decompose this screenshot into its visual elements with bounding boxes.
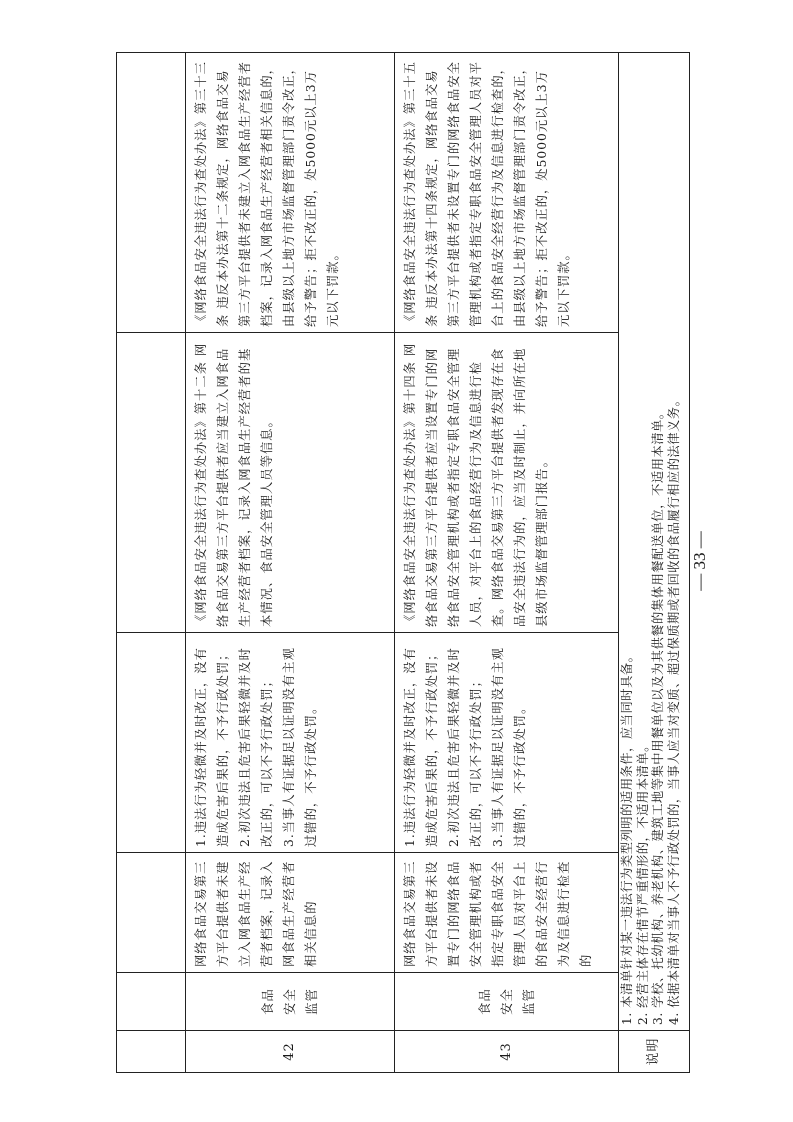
- notes-row: [619, 53, 690, 1073]
- row-number: 42: [186, 1031, 395, 1073]
- exemption-conditions-cell: 1.违法行为轻微并及时改正，没有造成危害后果的，不予行政处罚； 2.初次违法且危害后果轻微并及时改正的，可以不予行政处罚； 3.当事人有证据足以证明没有主观过错的，不予行政处罚。: [186, 633, 395, 853]
- department-cell: 食品安全监管: [186, 973, 395, 1031]
- penalty-exemption-table: [116, 52, 690, 1073]
- continued-cell: [117, 853, 186, 973]
- continued-cell: [117, 973, 186, 1031]
- table-row: [395, 53, 619, 1073]
- continued-cell: [117, 333, 186, 633]
- note-line: 4. 依据本清单对当事人不予行政处罚的，当事人应当对变质、超过保质期或者回收的食品履行相应的法律义务。: [666, 393, 681, 1025]
- note-line: 2. 经营主体存在情节严重情形的，不适用本清单。: [635, 739, 650, 1025]
- violation-behavior-cell: 网络食品交易第三方平台提供者未建立入网食品生产经营者档案，记录入网食品生产经营者相关信息的: [186, 853, 395, 973]
- table-row: [186, 53, 395, 1073]
- page-number: — 33 —: [690, 531, 709, 591]
- continued-cell: [117, 53, 186, 333]
- department-cell: 食品安全监管: [395, 973, 619, 1031]
- violation-behavior-cell: 网络食品交易第三方平台提供者未设置专门的网络食品安全管理机构或者指定专职食品安全管理人员对平台上的食品安全经营行为及信息进行检查的: [395, 853, 619, 973]
- note-line: 1. 本清单针对某一违法行为类型列明的适用条件，应当同时具备。: [620, 649, 634, 1025]
- note-line: 3. 学校、托幼机构、养老机构、建筑工地等集中用餐单位以及为其供餐的集体用餐配送单位，不适用本清单。: [651, 406, 665, 1025]
- penalty-basis-cell: 《网络食品安全违法行为查处办法》第三十三条 违反本办法第十二条规定，网络食品交易第三方平台提供者未建立入网食品生产经营者档案，记录入网食品生产经营者相关信息的，由县级以上地方市场监督管理部门责令改正，给予警告；拒不改正的，处5000元以上3万元以下罚款。: [186, 53, 395, 333]
- continued-cell: [117, 1031, 186, 1073]
- notes-label: 说明: [619, 1031, 690, 1073]
- continued-cell: [117, 633, 186, 853]
- penalty-basis-cell: 《网络食品安全违法行为查处办法》第三十五条 违反本办法第十四条规定，网络食品交易第三方平台提供者未设置专门的网络食品安全管理机构或者指定专职食品安全管理人员对平台上的食品安全经营行为及信息进行检查的，由县级以上地方市场监督管理部门责令改正，给予警告；拒不改正的，处5000元以上3万元以下罚款。: [395, 53, 619, 333]
- notes-content: [619, 53, 690, 1031]
- row-number: 43: [395, 1031, 619, 1073]
- obligation-basis-cell: 《网络食品安全违法行为查处办法》第十二条 网络食品交易第三方平台提供者应当建立入网食品生产经营者档案，记录入网食品生产经营者的基本情况、食品安全管理人员等信息。: [186, 333, 395, 633]
- obligation-basis-cell: 《网络食品安全违法行为查处办法》第十四条 网络食品交易第三方平台提供者应当设置专门的网络食品安全管理机构或者指定专职食品安全管理人员，对平台上的食品经营行为及信息进行检查。网络食品交易第三方平台提供者发现存在食品安全违法行为的，应当及时制止，并向所在地县级市场监督管理部门报告。: [395, 333, 619, 633]
- table-top-continuation-row: [117, 53, 186, 1073]
- exemption-conditions-cell: 1.违法行为轻微并及时改正，没有造成危害后果的，不予行政处罚； 2.初次违法且危害后果轻微并及时改正的，可以不予行政处罚； 3.当事人有证据足以证明没有主观过错的，不予行政处罚。: [395, 633, 619, 853]
- rotated-page-content: [116, 53, 681, 1073]
